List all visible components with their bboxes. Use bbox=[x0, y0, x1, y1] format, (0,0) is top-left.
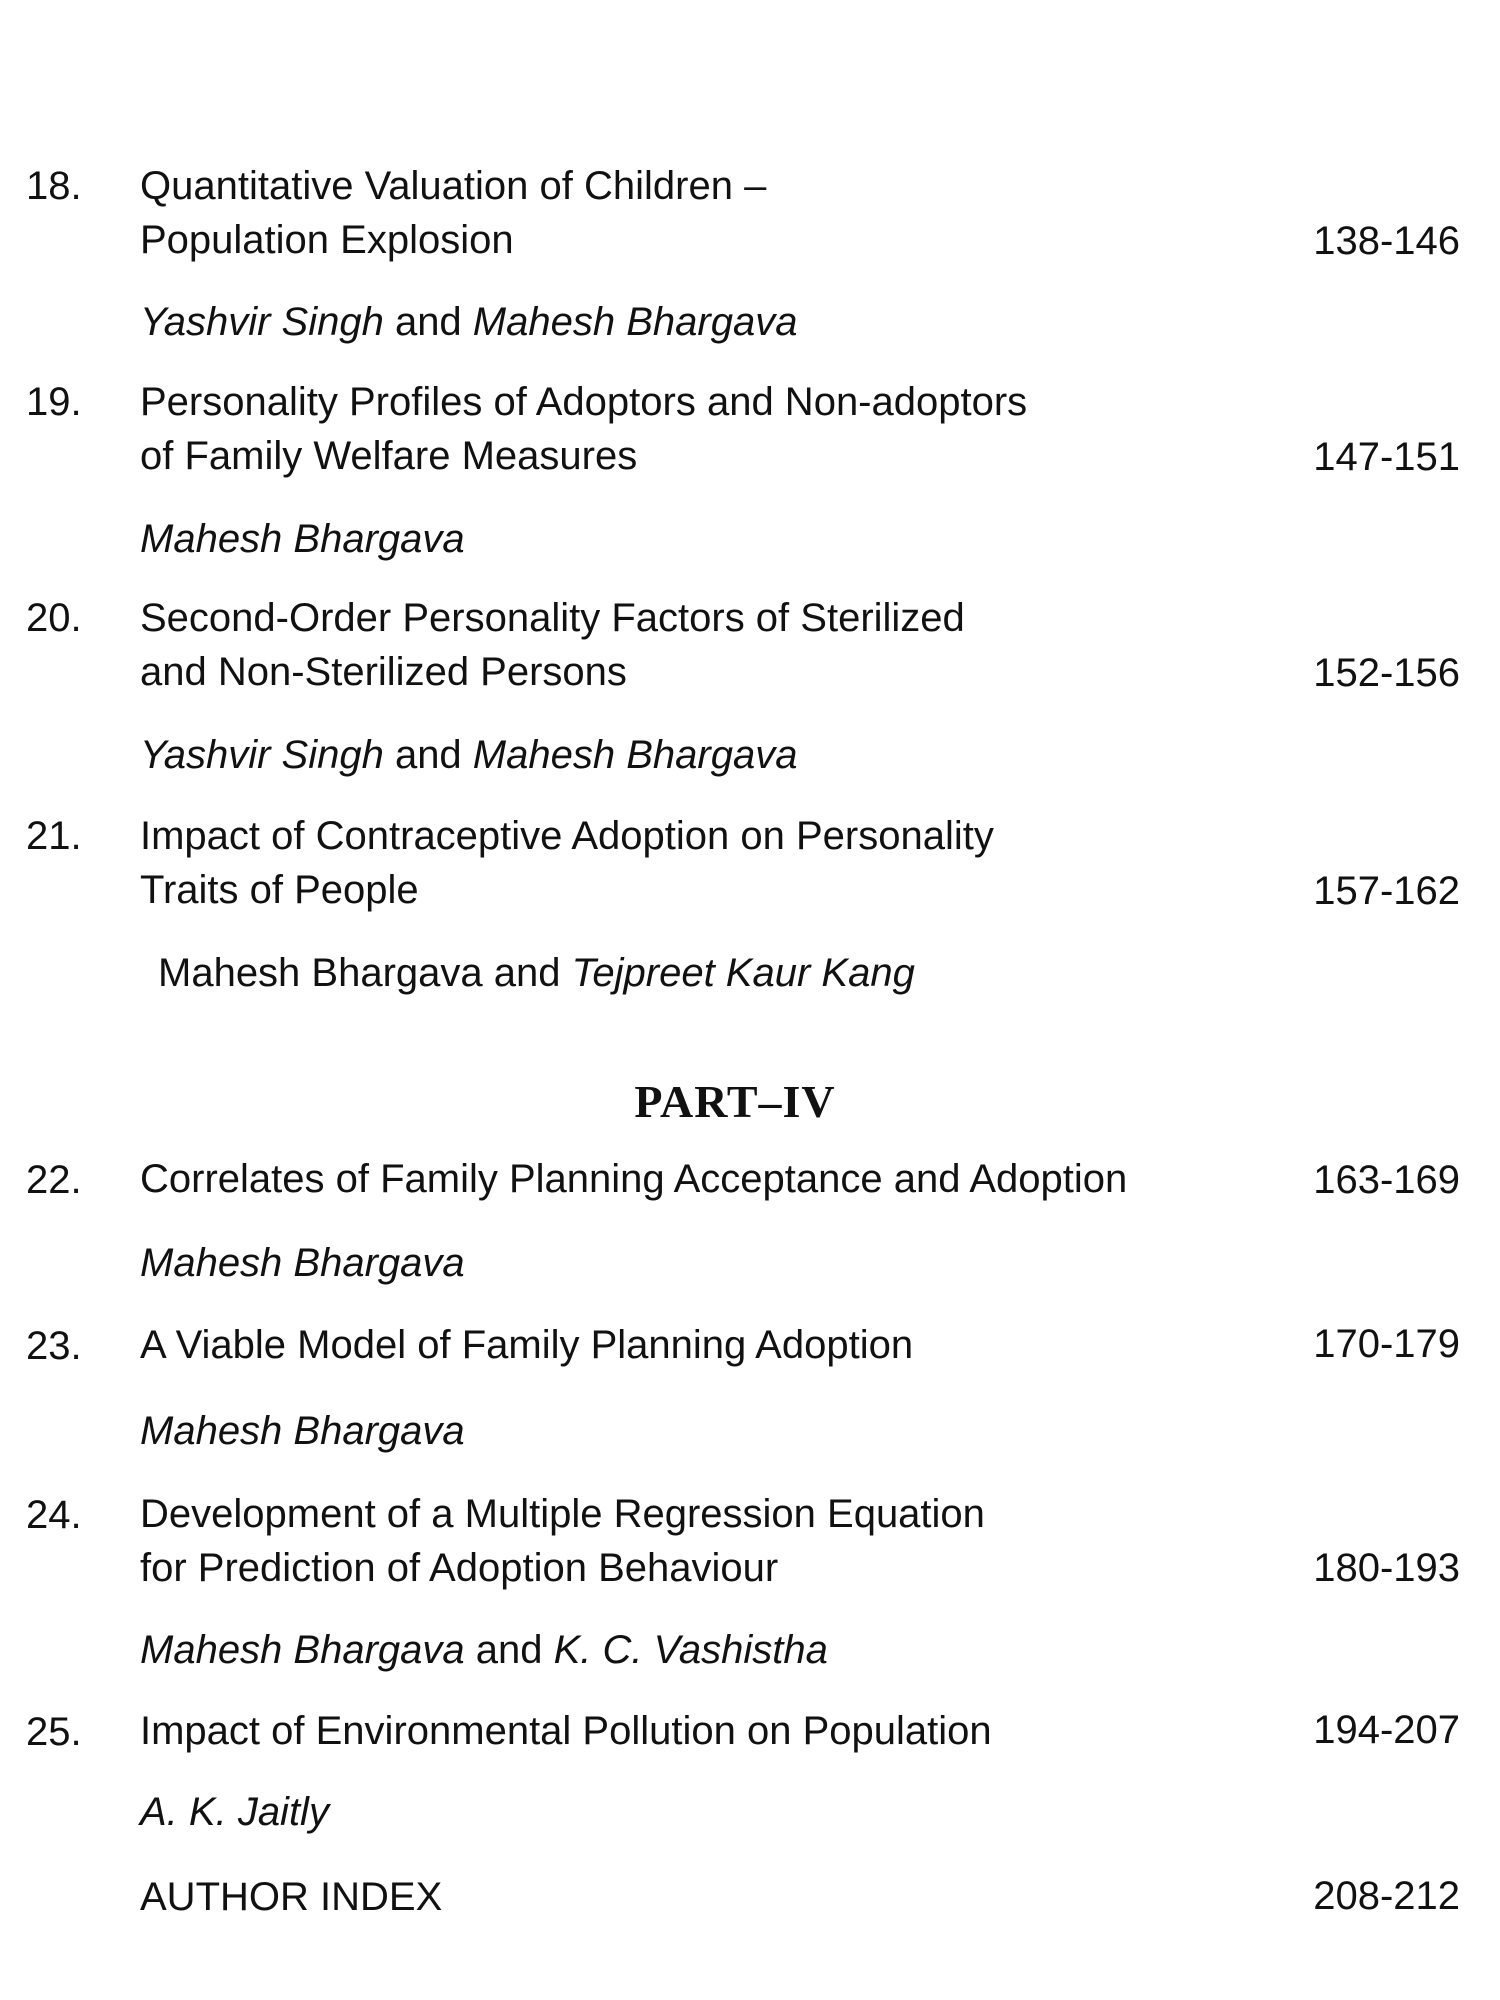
author-name: Mahesh Bhargava bbox=[140, 517, 465, 561]
entry-number: 22. bbox=[26, 1158, 82, 1202]
entry-pages: 170-179 bbox=[1313, 1322, 1460, 1366]
author-index-pages: 208-212 bbox=[1313, 1874, 1460, 1918]
author-name: K. C. Vashistha bbox=[553, 1628, 828, 1672]
entry-pages: 152-156 bbox=[1313, 651, 1460, 695]
author-name: Mahesh Bhargava bbox=[140, 1628, 465, 1672]
author-name: Mahesh Bhargava bbox=[472, 300, 798, 344]
author-connector: and bbox=[383, 300, 473, 344]
author-name: Mahesh Bhargava bbox=[140, 1241, 465, 1285]
entry-pages: 180-193 bbox=[1313, 1546, 1460, 1590]
entry-title-line: of Family Welfare Measures bbox=[140, 434, 638, 478]
entry-number: 24. bbox=[26, 1493, 82, 1537]
entry-title-line: Development of a Multiple Regression Equation bbox=[140, 1492, 985, 1536]
entry-title-line: Quantitative Valuation of Children – bbox=[140, 164, 767, 208]
entry-pages: 163-169 bbox=[1313, 1158, 1460, 1202]
entry-number: 18. bbox=[26, 164, 82, 208]
entry-title-line: A Viable Model of Family Planning Adoption bbox=[140, 1323, 914, 1367]
entry-title-line: and Non-Sterilized Persons bbox=[140, 650, 627, 694]
author-name: Mahesh Bhargava bbox=[140, 1409, 465, 1453]
entry-pages: 147-151 bbox=[1313, 435, 1460, 479]
entry-title-line: Second-Order Personality Factors of Sterilized bbox=[140, 596, 965, 640]
author-connector: and bbox=[383, 733, 473, 777]
entry-authors bbox=[158, 951, 915, 996]
entry-authors bbox=[140, 1241, 465, 1286]
entry-authors bbox=[140, 733, 797, 778]
entry-pages: 194-207 bbox=[1313, 1708, 1460, 1752]
author-name: Tejpreet Kaur Kang bbox=[571, 951, 915, 995]
entry-title-line: Personality Profiles of Adoptors and Non-adoptors bbox=[140, 380, 1028, 424]
entry-title-line: Impact of Contraceptive Adoption on Personality bbox=[140, 814, 994, 858]
author-name: Yashvir Singh bbox=[140, 733, 384, 777]
entry-authors bbox=[140, 1409, 465, 1454]
author-name: A. K. Jaitly bbox=[140, 1790, 329, 1834]
part-heading: PART–IV bbox=[634, 1076, 836, 1127]
entry-authors bbox=[140, 517, 465, 562]
author-name: Yashvir Singh bbox=[140, 300, 384, 344]
entry-authors bbox=[140, 1628, 828, 1673]
author-name: Mahesh Bhargava bbox=[472, 733, 798, 777]
entry-number: 25. bbox=[26, 1710, 82, 1754]
entry-pages: 157-162 bbox=[1313, 869, 1460, 913]
entry-number: 23. bbox=[26, 1324, 82, 1368]
author-name: Mahesh Bhargava and bbox=[158, 951, 572, 995]
entry-title-line: Correlates of Family Planning Acceptance and Adoption bbox=[140, 1157, 1128, 1201]
entry-authors bbox=[140, 1790, 329, 1835]
entry-title-line: Population Explosion bbox=[140, 218, 514, 262]
author-connector: and bbox=[464, 1628, 554, 1672]
author-index-label: AUTHOR INDEX bbox=[140, 1875, 443, 1919]
entry-number: 21. bbox=[26, 814, 82, 858]
entry-pages: 138-146 bbox=[1313, 219, 1460, 263]
entry-title-line: Traits of People bbox=[140, 868, 419, 912]
entry-title-line: Impact of Environmental Pollution on Population bbox=[140, 1709, 992, 1753]
entry-number: 20. bbox=[26, 596, 82, 640]
entry-number: 19. bbox=[26, 380, 82, 424]
entry-title-line: for Prediction of Adoption Behaviour bbox=[140, 1546, 779, 1590]
entry-authors bbox=[140, 300, 797, 345]
